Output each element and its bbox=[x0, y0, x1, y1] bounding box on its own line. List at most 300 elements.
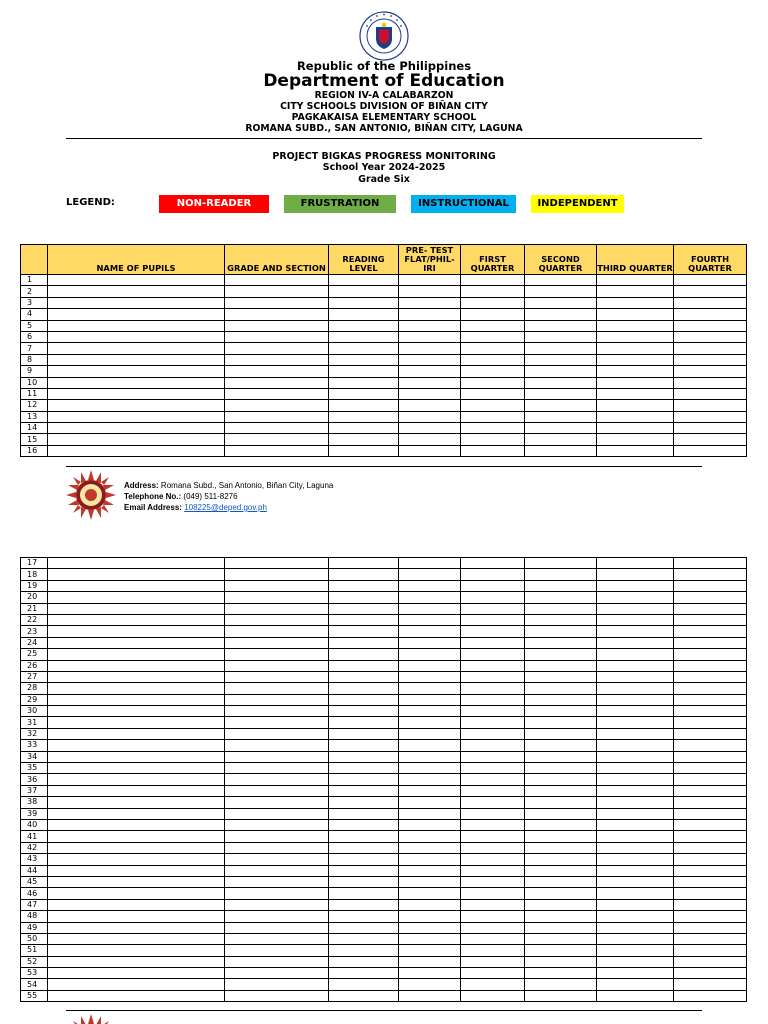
entry-cell[interactable] bbox=[329, 888, 399, 899]
entry-cell[interactable] bbox=[597, 956, 674, 967]
entry-cell[interactable] bbox=[674, 990, 747, 1001]
entry-cell[interactable] bbox=[225, 366, 329, 377]
entry-cell[interactable] bbox=[225, 888, 329, 899]
entry-cell[interactable] bbox=[461, 614, 525, 625]
entry-cell[interactable] bbox=[525, 694, 597, 705]
entry-cell[interactable] bbox=[525, 774, 597, 785]
entry-cell[interactable] bbox=[525, 751, 597, 762]
entry-cell[interactable] bbox=[225, 286, 329, 297]
entry-cell[interactable] bbox=[525, 320, 597, 331]
entry-cell[interactable] bbox=[525, 626, 597, 637]
entry-cell[interactable] bbox=[674, 614, 747, 625]
entry-cell[interactable] bbox=[399, 979, 461, 990]
entry-cell[interactable] bbox=[674, 865, 747, 876]
entry-cell[interactable] bbox=[48, 922, 225, 933]
entry-cell[interactable] bbox=[48, 649, 225, 660]
entry-cell[interactable] bbox=[329, 990, 399, 1001]
entry-cell[interactable] bbox=[399, 649, 461, 660]
entry-cell[interactable] bbox=[399, 728, 461, 739]
entry-cell[interactable] bbox=[48, 614, 225, 625]
entry-cell[interactable] bbox=[329, 819, 399, 830]
entry-cell[interactable] bbox=[225, 411, 329, 422]
entry-cell[interactable] bbox=[399, 990, 461, 1001]
entry-cell[interactable] bbox=[48, 911, 225, 922]
entry-cell[interactable] bbox=[461, 423, 525, 434]
entry-cell[interactable] bbox=[525, 580, 597, 591]
entry-cell[interactable] bbox=[674, 876, 747, 887]
entry-cell[interactable] bbox=[597, 979, 674, 990]
entry-cell[interactable] bbox=[225, 558, 329, 569]
entry-cell[interactable] bbox=[225, 956, 329, 967]
entry-cell[interactable] bbox=[225, 354, 329, 365]
entry-cell[interactable] bbox=[597, 694, 674, 705]
entry-cell[interactable] bbox=[48, 286, 225, 297]
entry-cell[interactable] bbox=[461, 603, 525, 614]
entry-cell[interactable] bbox=[329, 774, 399, 785]
entry-cell[interactable] bbox=[597, 343, 674, 354]
entry-cell[interactable] bbox=[674, 728, 747, 739]
entry-cell[interactable] bbox=[48, 899, 225, 910]
entry-cell[interactable] bbox=[225, 808, 329, 819]
entry-cell[interactable] bbox=[48, 797, 225, 808]
entry-cell[interactable] bbox=[329, 388, 399, 399]
entry-cell[interactable] bbox=[674, 637, 747, 648]
entry-cell[interactable] bbox=[525, 933, 597, 944]
entry-cell[interactable] bbox=[525, 671, 597, 682]
entry-cell[interactable] bbox=[525, 434, 597, 445]
entry-cell[interactable] bbox=[48, 275, 225, 286]
entry-cell[interactable] bbox=[461, 922, 525, 933]
entry-cell[interactable] bbox=[674, 854, 747, 865]
entry-cell[interactable] bbox=[597, 842, 674, 853]
entry-cell[interactable] bbox=[329, 366, 399, 377]
entry-cell[interactable] bbox=[399, 603, 461, 614]
entry-cell[interactable] bbox=[597, 706, 674, 717]
entry-cell[interactable] bbox=[399, 660, 461, 671]
entry-cell[interactable] bbox=[525, 922, 597, 933]
entry-cell[interactable] bbox=[461, 876, 525, 887]
entry-cell[interactable] bbox=[225, 933, 329, 944]
entry-cell[interactable] bbox=[329, 558, 399, 569]
entry-cell[interactable] bbox=[225, 922, 329, 933]
entry-cell[interactable] bbox=[597, 922, 674, 933]
entry-cell[interactable] bbox=[48, 854, 225, 865]
entry-cell[interactable] bbox=[525, 763, 597, 774]
entry-cell[interactable] bbox=[399, 819, 461, 830]
entry-cell[interactable] bbox=[225, 842, 329, 853]
entry-cell[interactable] bbox=[48, 366, 225, 377]
entry-cell[interactable] bbox=[525, 309, 597, 320]
entry-cell[interactable] bbox=[674, 626, 747, 637]
entry-cell[interactable] bbox=[597, 388, 674, 399]
entry-cell[interactable] bbox=[674, 945, 747, 956]
entry-cell[interactable] bbox=[525, 819, 597, 830]
entry-cell[interactable] bbox=[674, 797, 747, 808]
entry-cell[interactable] bbox=[525, 423, 597, 434]
entry-cell[interactable] bbox=[399, 286, 461, 297]
entry-cell[interactable] bbox=[225, 831, 329, 842]
entry-cell[interactable] bbox=[48, 354, 225, 365]
entry-cell[interactable] bbox=[461, 831, 525, 842]
entry-cell[interactable] bbox=[525, 614, 597, 625]
entry-cell[interactable] bbox=[674, 366, 747, 377]
entry-cell[interactable] bbox=[399, 911, 461, 922]
entry-cell[interactable] bbox=[461, 819, 525, 830]
entry-cell[interactable] bbox=[597, 275, 674, 286]
entry-cell[interactable] bbox=[399, 434, 461, 445]
entry-cell[interactable] bbox=[597, 580, 674, 591]
entry-cell[interactable] bbox=[225, 331, 329, 342]
entry-cell[interactable] bbox=[329, 377, 399, 388]
entry-cell[interactable] bbox=[674, 388, 747, 399]
entry-cell[interactable] bbox=[597, 377, 674, 388]
entry-cell[interactable] bbox=[225, 979, 329, 990]
entry-cell[interactable] bbox=[597, 740, 674, 751]
entry-cell[interactable] bbox=[48, 309, 225, 320]
entry-cell[interactable] bbox=[329, 331, 399, 342]
entry-cell[interactable] bbox=[461, 275, 525, 286]
entry-cell[interactable] bbox=[674, 933, 747, 944]
entry-cell[interactable] bbox=[461, 865, 525, 876]
entry-cell[interactable] bbox=[225, 309, 329, 320]
entry-cell[interactable] bbox=[597, 728, 674, 739]
entry-cell[interactable] bbox=[461, 956, 525, 967]
entry-cell[interactable] bbox=[225, 320, 329, 331]
entry-cell[interactable] bbox=[399, 956, 461, 967]
entry-cell[interactable] bbox=[329, 434, 399, 445]
entry-cell[interactable] bbox=[461, 411, 525, 422]
entry-cell[interactable] bbox=[461, 388, 525, 399]
entry-cell[interactable] bbox=[225, 649, 329, 660]
entry-cell[interactable] bbox=[674, 580, 747, 591]
entry-cell[interactable] bbox=[329, 763, 399, 774]
entry-cell[interactable] bbox=[674, 423, 747, 434]
entry-cell[interactable] bbox=[525, 899, 597, 910]
entry-cell[interactable] bbox=[461, 945, 525, 956]
entry-cell[interactable] bbox=[597, 603, 674, 614]
entry-cell[interactable] bbox=[329, 751, 399, 762]
entry-cell[interactable] bbox=[225, 445, 329, 456]
entry-cell[interactable] bbox=[48, 558, 225, 569]
entry-cell[interactable] bbox=[525, 558, 597, 569]
entry-cell[interactable] bbox=[597, 660, 674, 671]
entry-cell[interactable] bbox=[225, 797, 329, 808]
entry-cell[interactable] bbox=[329, 785, 399, 796]
entry-cell[interactable] bbox=[225, 763, 329, 774]
entry-cell[interactable] bbox=[461, 626, 525, 637]
entry-cell[interactable] bbox=[525, 592, 597, 603]
entry-cell[interactable] bbox=[461, 728, 525, 739]
entry-cell[interactable] bbox=[225, 614, 329, 625]
entry-cell[interactable] bbox=[674, 683, 747, 694]
entry-cell[interactable] bbox=[399, 592, 461, 603]
entry-cell[interactable] bbox=[329, 945, 399, 956]
entry-cell[interactable] bbox=[329, 649, 399, 660]
entry-cell[interactable] bbox=[525, 343, 597, 354]
entry-cell[interactable] bbox=[597, 854, 674, 865]
entry-cell[interactable] bbox=[48, 717, 225, 728]
entry-cell[interactable] bbox=[225, 400, 329, 411]
entry-cell[interactable] bbox=[329, 343, 399, 354]
entry-cell[interactable] bbox=[597, 671, 674, 682]
entry-cell[interactable] bbox=[48, 876, 225, 887]
entry-cell[interactable] bbox=[329, 842, 399, 853]
entry-cell[interactable] bbox=[525, 411, 597, 422]
entry-cell[interactable] bbox=[329, 831, 399, 842]
entry-cell[interactable] bbox=[674, 763, 747, 774]
entry-cell[interactable] bbox=[48, 956, 225, 967]
entry-cell[interactable] bbox=[525, 637, 597, 648]
entry-cell[interactable] bbox=[525, 842, 597, 853]
entry-cell[interactable] bbox=[674, 343, 747, 354]
entry-cell[interactable] bbox=[525, 785, 597, 796]
entry-cell[interactable] bbox=[461, 842, 525, 853]
entry-cell[interactable] bbox=[461, 990, 525, 1001]
entry-cell[interactable] bbox=[225, 580, 329, 591]
entry-cell[interactable] bbox=[461, 297, 525, 308]
entry-cell[interactable] bbox=[48, 592, 225, 603]
entry-cell[interactable] bbox=[399, 297, 461, 308]
entry-cell[interactable] bbox=[461, 911, 525, 922]
entry-cell[interactable] bbox=[461, 320, 525, 331]
entry-cell[interactable] bbox=[597, 411, 674, 422]
entry-cell[interactable] bbox=[329, 286, 399, 297]
entry-cell[interactable] bbox=[329, 626, 399, 637]
entry-cell[interactable] bbox=[329, 683, 399, 694]
entry-cell[interactable] bbox=[461, 331, 525, 342]
entry-cell[interactable] bbox=[48, 411, 225, 422]
entry-cell[interactable] bbox=[48, 343, 225, 354]
entry-cell[interactable] bbox=[674, 922, 747, 933]
entry-cell[interactable] bbox=[399, 320, 461, 331]
entry-cell[interactable] bbox=[597, 309, 674, 320]
entry-cell[interactable] bbox=[48, 785, 225, 796]
entry-cell[interactable] bbox=[525, 968, 597, 979]
entry-cell[interactable] bbox=[48, 945, 225, 956]
entry-cell[interactable] bbox=[461, 774, 525, 785]
entry-cell[interactable] bbox=[461, 763, 525, 774]
entry-cell[interactable] bbox=[225, 854, 329, 865]
entry-cell[interactable] bbox=[461, 286, 525, 297]
entry-cell[interactable] bbox=[597, 626, 674, 637]
entry-cell[interactable] bbox=[525, 911, 597, 922]
entry-cell[interactable] bbox=[48, 763, 225, 774]
entry-cell[interactable] bbox=[674, 979, 747, 990]
entry-cell[interactable] bbox=[597, 637, 674, 648]
entry-cell[interactable] bbox=[597, 876, 674, 887]
entry-cell[interactable] bbox=[597, 888, 674, 899]
entry-cell[interactable] bbox=[525, 569, 597, 580]
entry-cell[interactable] bbox=[461, 899, 525, 910]
entry-cell[interactable] bbox=[48, 297, 225, 308]
entry-cell[interactable] bbox=[674, 297, 747, 308]
entry-cell[interactable] bbox=[597, 434, 674, 445]
entry-cell[interactable] bbox=[399, 411, 461, 422]
entry-cell[interactable] bbox=[399, 614, 461, 625]
entry-cell[interactable] bbox=[48, 990, 225, 1001]
entry-cell[interactable] bbox=[597, 911, 674, 922]
entry-cell[interactable] bbox=[597, 445, 674, 456]
entry-cell[interactable] bbox=[329, 297, 399, 308]
entry-cell[interactable] bbox=[225, 626, 329, 637]
entry-cell[interactable] bbox=[225, 785, 329, 796]
entry-cell[interactable] bbox=[525, 797, 597, 808]
entry-cell[interactable] bbox=[48, 740, 225, 751]
entry-cell[interactable] bbox=[674, 831, 747, 842]
entry-cell[interactable] bbox=[48, 569, 225, 580]
entry-cell[interactable] bbox=[674, 717, 747, 728]
entry-cell[interactable] bbox=[597, 865, 674, 876]
entry-cell[interactable] bbox=[399, 580, 461, 591]
entry-cell[interactable] bbox=[461, 366, 525, 377]
entry-cell[interactable] bbox=[525, 683, 597, 694]
entry-cell[interactable] bbox=[674, 740, 747, 751]
entry-cell[interactable] bbox=[329, 592, 399, 603]
entry-cell[interactable] bbox=[48, 637, 225, 648]
entry-cell[interactable] bbox=[597, 990, 674, 1001]
entry-cell[interactable] bbox=[399, 751, 461, 762]
entry-cell[interactable] bbox=[674, 603, 747, 614]
entry-cell[interactable] bbox=[48, 842, 225, 853]
entry-cell[interactable] bbox=[225, 899, 329, 910]
entry-cell[interactable] bbox=[329, 956, 399, 967]
entry-cell[interactable] bbox=[674, 842, 747, 853]
entry-cell[interactable] bbox=[399, 854, 461, 865]
entry-cell[interactable] bbox=[674, 819, 747, 830]
entry-cell[interactable] bbox=[225, 297, 329, 308]
entry-cell[interactable] bbox=[399, 275, 461, 286]
entry-cell[interactable] bbox=[399, 388, 461, 399]
entry-cell[interactable] bbox=[597, 286, 674, 297]
entry-cell[interactable] bbox=[225, 865, 329, 876]
entry-cell[interactable] bbox=[399, 785, 461, 796]
entry-cell[interactable] bbox=[399, 309, 461, 320]
entry-cell[interactable] bbox=[329, 445, 399, 456]
entry-cell[interactable] bbox=[674, 411, 747, 422]
entry-cell[interactable] bbox=[399, 423, 461, 434]
entry-cell[interactable] bbox=[329, 660, 399, 671]
entry-cell[interactable] bbox=[597, 297, 674, 308]
entry-cell[interactable] bbox=[225, 275, 329, 286]
entry-cell[interactable] bbox=[329, 309, 399, 320]
entry-cell[interactable] bbox=[48, 831, 225, 842]
entry-cell[interactable] bbox=[329, 275, 399, 286]
entry-cell[interactable] bbox=[525, 888, 597, 899]
entry-cell[interactable] bbox=[329, 354, 399, 365]
entry-cell[interactable] bbox=[461, 671, 525, 682]
entry-cell[interactable] bbox=[525, 740, 597, 751]
entry-cell[interactable] bbox=[525, 876, 597, 887]
entry-cell[interactable] bbox=[525, 649, 597, 660]
entry-cell[interactable] bbox=[461, 854, 525, 865]
entry-cell[interactable] bbox=[525, 865, 597, 876]
entry-cell[interactable] bbox=[674, 774, 747, 785]
entry-cell[interactable] bbox=[461, 888, 525, 899]
entry-cell[interactable] bbox=[461, 683, 525, 694]
entry-cell[interactable] bbox=[597, 558, 674, 569]
entry-cell[interactable] bbox=[399, 671, 461, 682]
entry-cell[interactable] bbox=[525, 831, 597, 842]
entry-cell[interactable] bbox=[461, 354, 525, 365]
entry-cell[interactable] bbox=[225, 911, 329, 922]
entry-cell[interactable] bbox=[399, 717, 461, 728]
entry-cell[interactable] bbox=[525, 990, 597, 1001]
entry-cell[interactable] bbox=[329, 865, 399, 876]
entry-cell[interactable] bbox=[461, 400, 525, 411]
entry-cell[interactable] bbox=[674, 911, 747, 922]
entry-cell[interactable] bbox=[525, 603, 597, 614]
entry-cell[interactable] bbox=[674, 706, 747, 717]
entry-cell[interactable] bbox=[674, 785, 747, 796]
entry-cell[interactable] bbox=[674, 751, 747, 762]
entry-cell[interactable] bbox=[674, 956, 747, 967]
entry-cell[interactable] bbox=[461, 979, 525, 990]
entry-cell[interactable] bbox=[461, 968, 525, 979]
entry-cell[interactable] bbox=[329, 899, 399, 910]
entry-cell[interactable] bbox=[329, 728, 399, 739]
entry-cell[interactable] bbox=[48, 445, 225, 456]
entry-cell[interactable] bbox=[597, 751, 674, 762]
entry-cell[interactable] bbox=[674, 899, 747, 910]
entry-cell[interactable] bbox=[674, 445, 747, 456]
entry-cell[interactable] bbox=[461, 649, 525, 660]
entry-cell[interactable] bbox=[674, 377, 747, 388]
entry-cell[interactable] bbox=[461, 717, 525, 728]
entry-cell[interactable] bbox=[597, 831, 674, 842]
entry-cell[interactable] bbox=[225, 434, 329, 445]
entry-cell[interactable] bbox=[597, 933, 674, 944]
entry-cell[interactable] bbox=[525, 706, 597, 717]
entry-cell[interactable] bbox=[461, 592, 525, 603]
entry-cell[interactable] bbox=[48, 968, 225, 979]
entry-cell[interactable] bbox=[48, 423, 225, 434]
entry-cell[interactable] bbox=[461, 637, 525, 648]
entry-cell[interactable] bbox=[48, 706, 225, 717]
entry-cell[interactable] bbox=[461, 343, 525, 354]
entry-cell[interactable] bbox=[225, 717, 329, 728]
entry-cell[interactable] bbox=[525, 275, 597, 286]
entry-cell[interactable] bbox=[461, 933, 525, 944]
entry-cell[interactable] bbox=[597, 331, 674, 342]
entry-cell[interactable] bbox=[525, 366, 597, 377]
entry-cell[interactable] bbox=[674, 400, 747, 411]
entry-cell[interactable] bbox=[674, 808, 747, 819]
entry-cell[interactable] bbox=[225, 569, 329, 580]
entry-cell[interactable] bbox=[674, 569, 747, 580]
entry-cell[interactable] bbox=[525, 956, 597, 967]
entry-cell[interactable] bbox=[525, 400, 597, 411]
entry-cell[interactable] bbox=[225, 774, 329, 785]
entry-cell[interactable] bbox=[461, 558, 525, 569]
entry-cell[interactable] bbox=[329, 411, 399, 422]
entry-cell[interactable] bbox=[525, 388, 597, 399]
entry-cell[interactable] bbox=[597, 683, 674, 694]
entry-cell[interactable] bbox=[461, 751, 525, 762]
entry-cell[interactable] bbox=[329, 671, 399, 682]
entry-cell[interactable] bbox=[461, 660, 525, 671]
entry-cell[interactable] bbox=[399, 569, 461, 580]
entry-cell[interactable] bbox=[48, 865, 225, 876]
entry-cell[interactable] bbox=[225, 377, 329, 388]
entry-cell[interactable] bbox=[329, 603, 399, 614]
entry-cell[interactable] bbox=[225, 945, 329, 956]
entry-cell[interactable] bbox=[329, 637, 399, 648]
entry-cell[interactable] bbox=[48, 683, 225, 694]
entry-cell[interactable] bbox=[329, 569, 399, 580]
entry-cell[interactable] bbox=[597, 808, 674, 819]
entry-cell[interactable] bbox=[399, 763, 461, 774]
entry-cell[interactable] bbox=[329, 717, 399, 728]
